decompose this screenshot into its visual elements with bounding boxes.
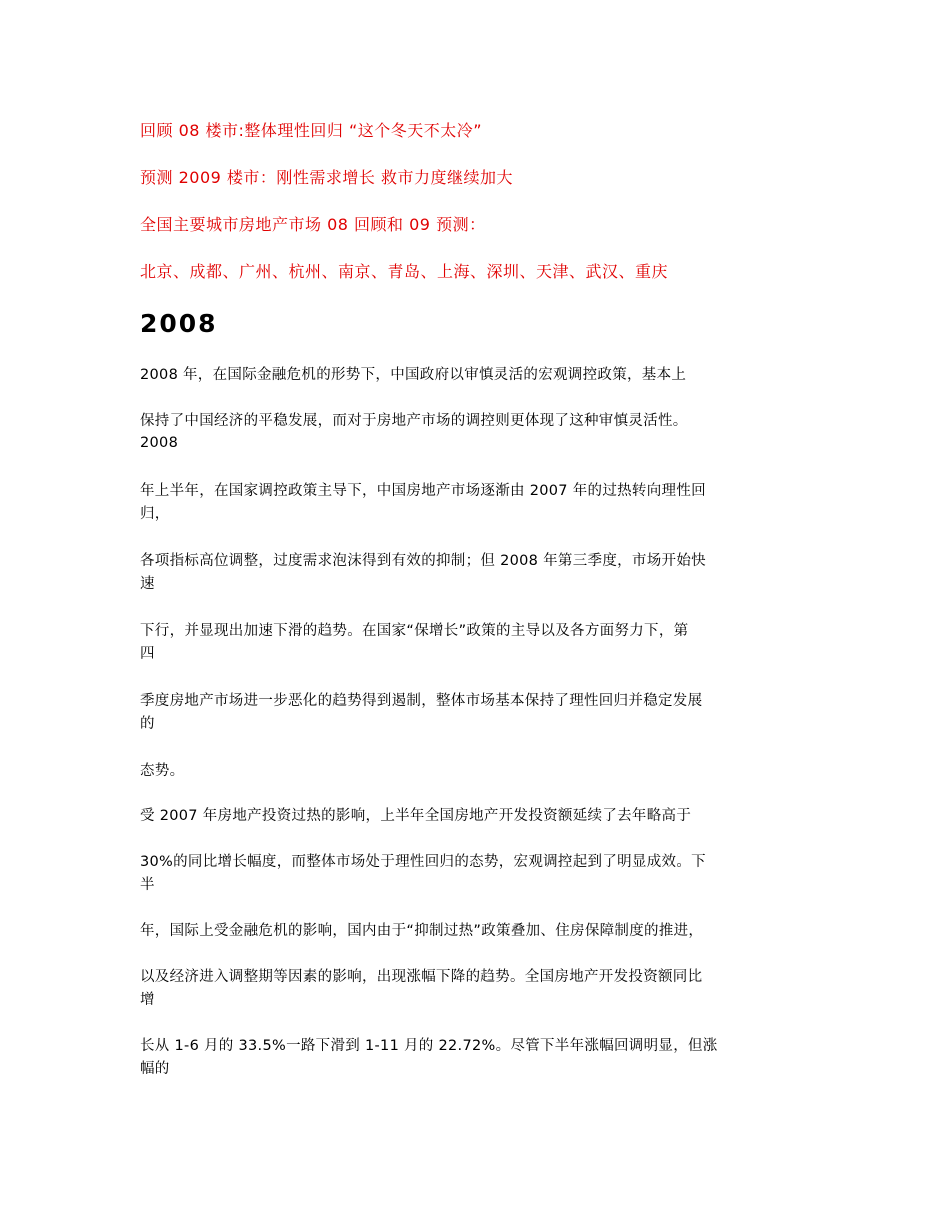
paragraph-line: 2008 年，在国际金融危机的形势下，中国政府以审慎灵活的宏观调控政策，基本上 — [140, 367, 687, 383]
paragraph-line: 归， — [140, 506, 170, 522]
paragraph-line: 半 — [140, 877, 155, 893]
paragraph-line: 的 — [140, 716, 155, 732]
paragraph-line: 各项指标高位调整，过度需求泡沫得到有效的抑制；但 2008 年第三季度，市场开始快 — [140, 553, 706, 569]
paragraph-line: 2008 — [140, 435, 179, 451]
paragraph-line: 下行，并显现出加速下滑的趋势。在国家“保增长”政策的主导以及各方面努力下，第 — [140, 623, 689, 639]
city-list: 北京、成都、广州、杭州、南京、青岛、上海、深圳、天津、武汉、重庆 — [140, 262, 669, 281]
paragraph-line: 年，国际上受金融危机的影响，国内由于“抑制过热”政策叠加、住房保障制度的推进， — [140, 923, 704, 939]
forecast-title: 预测 2009 楼市：刚性需求增长 救市力度继续加大 — [140, 168, 513, 187]
paragraph-line: 四 — [140, 646, 155, 662]
paragraph-line: 速 — [140, 576, 155, 592]
paragraph-line: 幅的 — [140, 1061, 170, 1077]
review-title: 回顾 08 楼市:整体理性回归 “这个冬天不太冷” — [140, 121, 483, 140]
paragraph-line: 受 2007 年房地产投资过热的影响，上半年全国房地产开发投资额延续了去年略高于 — [140, 808, 692, 824]
paragraph-line: 以及经济进入调整期等因素的影响，出现涨幅下降的趋势。全国房地产开发投资额同比 — [140, 969, 703, 985]
paragraph-line: 态势。 — [140, 763, 185, 779]
paragraph-line: 年上半年，在国家调控政策主导下，中国房地产市场逐渐由 2007 年的过热转向理性回 — [140, 483, 706, 499]
paragraph-line: 30%的同比增长幅度，而整体市场处于理性回归的态势，宏观调控起到了明显成效。下 — [140, 854, 706, 870]
cities-title: 全国主要城市房地产市场 08 回顾和 09 预测： — [140, 215, 486, 234]
paragraph-line: 季度房地产市场进一步恶化的趋势得到遏制，整体市场基本保持了理性回归并稳定发展 — [140, 693, 703, 709]
paragraph-line: 增 — [140, 992, 155, 1008]
paragraph-line: 保持了中国经济的平稳发展，而对于房地产市场的调控则更体现了这种审慎灵活性。 — [140, 413, 688, 429]
paragraph-line: 长从 1-6 月的 33.5%一路下滑到 1-11 月的 22.72%。尽管下半年涨幅回调明显，但涨 — [140, 1038, 718, 1054]
section-heading: 2008 — [140, 309, 218, 338]
